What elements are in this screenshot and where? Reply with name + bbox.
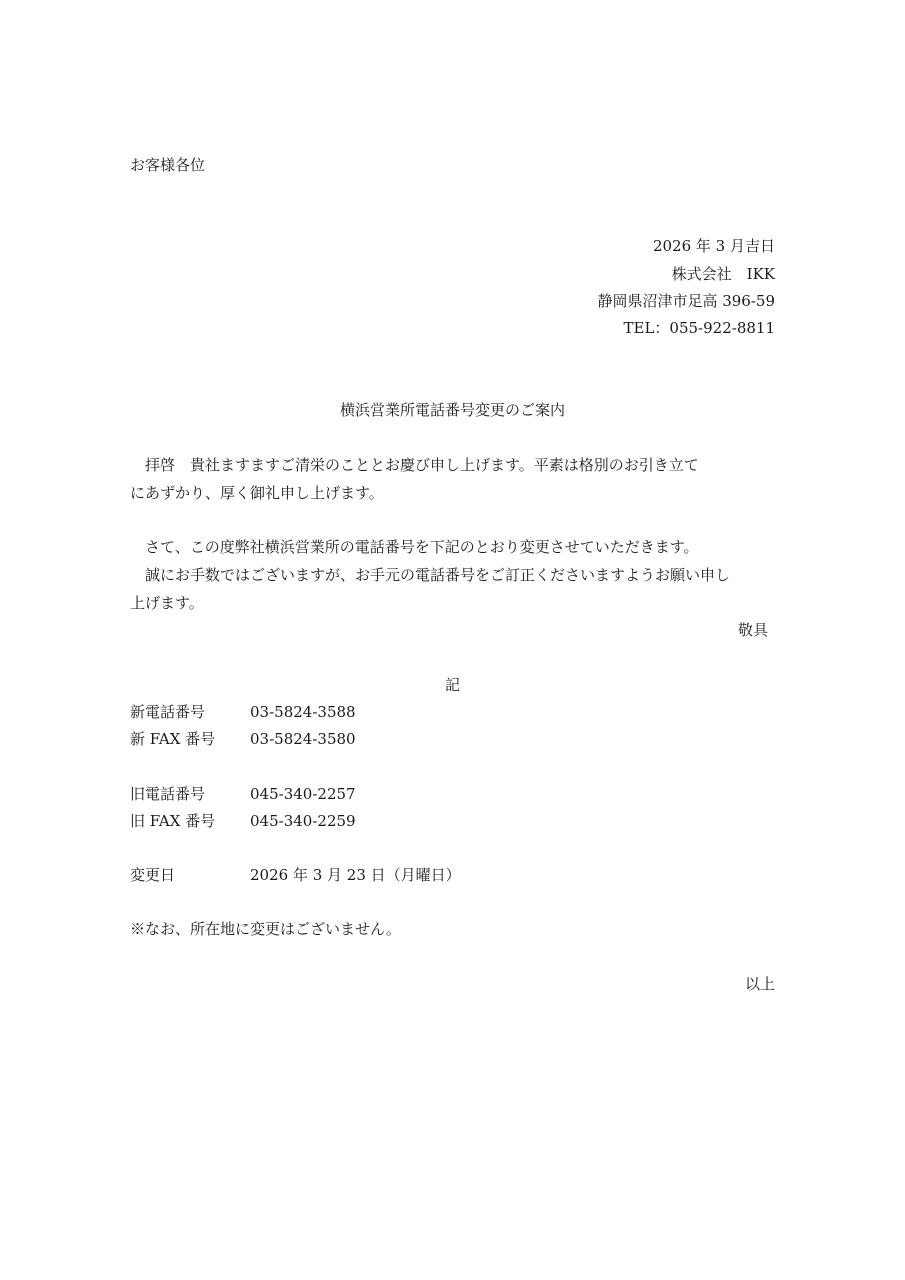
body-paragraph-2-line-2: 誠にお手数ではございますが、お手元の電話番号をご訂正くださいますようお願い申し	[130, 566, 731, 584]
change-date-value: 2026 年 3 月 23 日（月曜日）	[250, 866, 461, 884]
letter-date: 2026 年 3 月吉日	[652, 237, 775, 255]
new-fax-label: 新 FAX 番号	[130, 730, 216, 748]
body-paragraph-1-line-2: にあずかり、厚く御礼申し上げます。	[130, 484, 384, 502]
body-paragraph-2-line-1: さて、この度弊社横浜営業所の電話番号を下記のとおり変更させていただきます。	[130, 538, 699, 556]
change-date-label: 変更日	[130, 866, 176, 884]
sender-company: 株式会社 IKK	[671, 265, 775, 283]
closing-ijou: 以上	[744, 975, 775, 993]
old-fax-value: 045-340-2259	[250, 812, 356, 830]
new-fax-value: 03-5824-3580	[250, 730, 356, 748]
old-tel-value: 045-340-2257	[250, 785, 356, 803]
letter-title: 横浜営業所電話番号変更のご案内	[339, 401, 565, 419]
new-tel-label: 新電話番号	[130, 703, 206, 721]
body-paragraph-2-line-3: 上げます。	[130, 594, 204, 612]
location-note: ※なお、所在地に変更はございません。	[130, 920, 401, 938]
new-tel-value: 03-5824-3588	[250, 703, 356, 721]
ki-heading: 記	[444, 676, 460, 694]
old-fax-label: 旧 FAX 番号	[130, 812, 216, 830]
recipient: お客様各位	[130, 156, 206, 174]
closing-keigu: 敬具	[737, 621, 768, 639]
sender-tel: TEL：055-922-8811	[623, 319, 775, 337]
old-tel-label: 旧電話番号	[130, 785, 206, 803]
sender-address: 静岡県沼津市足高 396-59	[597, 292, 775, 310]
body-paragraph-1-line-1: 拝啓 貴社ますますご清栄のこととお慶び申し上げます。平素は格別のお引き立て	[130, 456, 699, 474]
